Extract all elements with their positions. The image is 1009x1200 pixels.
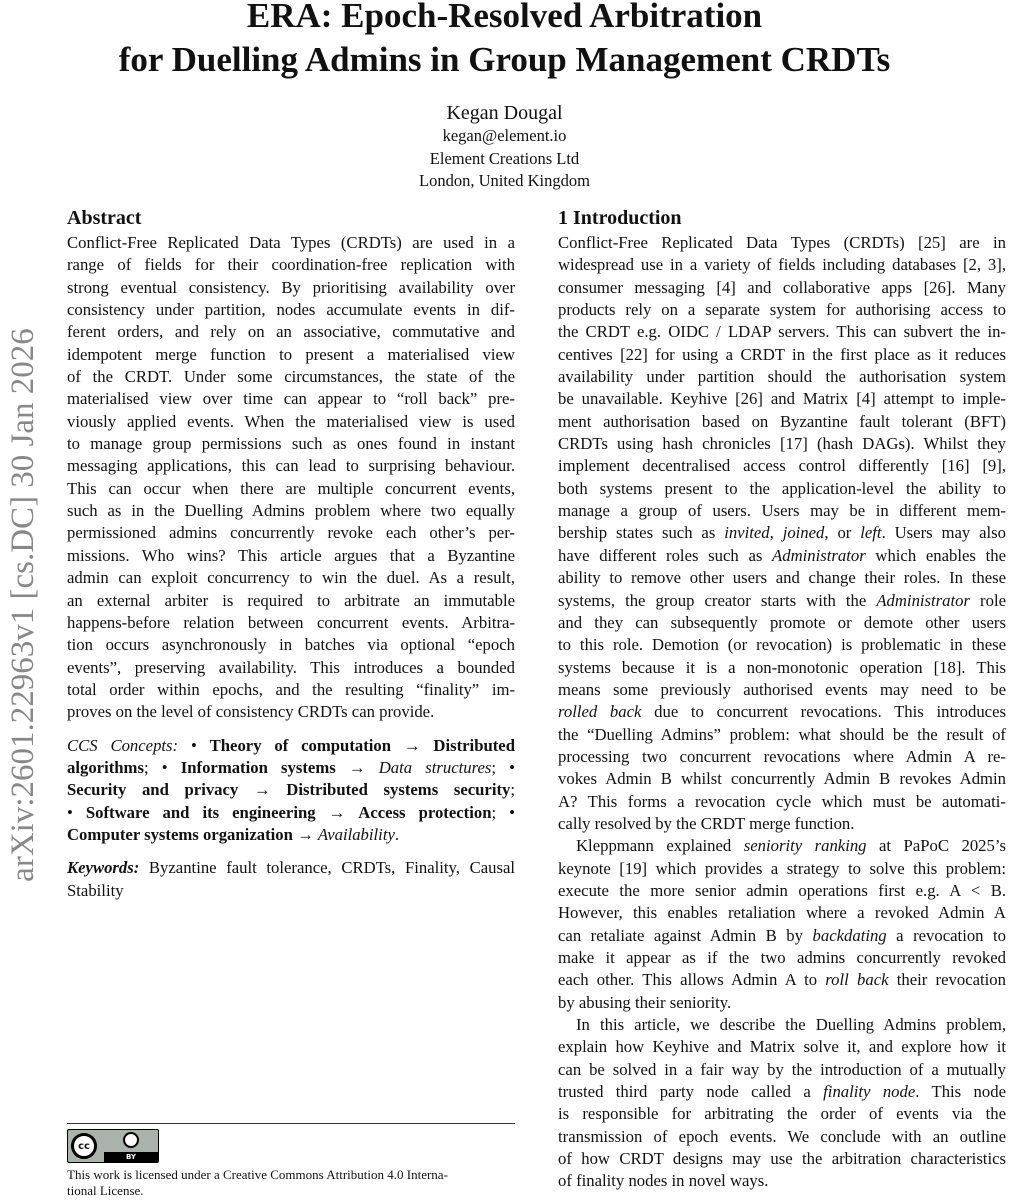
text-run: have different roles such as [558,545,773,565]
text-line [558,344,1006,366]
text-run: explain how Keyhive and Matrix solve it, and explore how it [558,1037,1006,1057]
italic-run: CCS Concepts: [67,735,179,755]
text-run: , or [824,523,861,543]
text-run: CRDTs using hash chronicles [17] (hash DAGs). Whilst they [558,434,1006,454]
text-line [558,254,1006,276]
text-run: proves on the level of consistency CRDTs can provide. [67,702,435,722]
text-run: is responsible for arbitrating the order of events via the [558,1104,1006,1124]
text-line [558,1126,1006,1148]
text-run: systems because it is a non-monotonic operation [18]. This [558,657,1006,677]
author-location: London, United Kingdom [419,171,590,191]
text-line [67,612,515,634]
text-run: an external arbiter is required to arbitrate an immutable [67,590,515,610]
text-run: keynote [19] which provides a strategy to solve this problem: [558,858,1006,878]
text-line [558,1059,1006,1081]
cc-by-license-badge[interactable] [67,1129,159,1163]
block-spacer [67,724,515,735]
text-line [67,590,515,612]
text-run: permissioned admins concurrently revoke each other’s per- [67,523,515,543]
paragraph [67,232,515,724]
text-run: bership states such as [558,523,725,543]
text-line [67,254,515,276]
text-line [558,813,1006,835]
text-line [558,657,1006,679]
text-line [558,768,1006,790]
text-run: ; • [491,757,515,777]
text-line [558,1014,1006,1036]
text-line [558,992,1006,1014]
text-run: of how CRDT designs may use the arbitration characteristics [558,1149,1006,1169]
text-line [67,500,515,522]
bold-run: Information systems [180,757,336,777]
bold-run: algorithms [67,757,144,777]
left-column-body [67,232,515,902]
arxiv-identifier: arXiv:2601.22963v1 [cs.DC] 30 Jan 2026 [5,328,41,882]
text-run: Byzantine fault tolerance, CRDTs, Finality, Causal [139,858,515,878]
text-run: messaging applications, this can lead to surprising behaviour. [67,456,515,476]
bold-run: Theory of computation [209,735,392,755]
text-run: be unavailable. Keyhive [26] and Matrix [4] attempt to imple- [558,389,1006,409]
text-run: consumer messaging [4] and collaborative apps [26]. Many [558,277,1006,297]
bold-run: Distributed [433,735,515,755]
text-run: ment authorisation based on Byzantine fault tolerant (BFT) [558,411,1006,431]
text-line [558,969,1006,991]
text-line [558,701,1006,723]
text-line [558,947,1006,969]
text-run: of the CRDT. Under some circumstances, the state of the [67,367,515,387]
text-run: at PaPoC 2025’s [866,836,1006,856]
attribution-icon [104,1130,158,1162]
text-line [67,277,515,299]
text-line [67,857,515,879]
text-line [558,522,1006,544]
text-run: , [769,523,783,543]
text-run: A? This forms a revocation cycle which must be automati- [558,791,1006,811]
text-line [558,724,1006,746]
italic-run: joined [782,523,825,543]
text-run: and they can subsequently promote or demote other users [558,612,1006,632]
text-line [558,1036,1006,1058]
text-run: . [394,824,400,844]
text-run: widespread use in a variety of fields including databases [2, 3], [558,255,1006,275]
text-run: → [315,802,359,822]
text-run: consistency under partition, nodes accumulate events in dif- [67,300,515,320]
abstract-heading: Abstract [67,207,142,229]
text-run: total order within epochs, and the resulting “finality” im- [67,679,515,699]
text-line [67,344,515,366]
label-run: Keywords: [67,858,140,878]
text-run: make it appear as if the two admins concurrently revoked [558,948,1006,967]
text-run: ferent orders, and rely on an associative, commutative and [67,322,515,342]
text-line [67,411,515,433]
left-column [67,205,515,902]
text-line [558,925,1006,947]
text-run: centives [22] for using a CRDT in the first place as it reduces [558,344,1006,364]
text-run: role [970,590,1007,610]
text-run: → [238,780,287,800]
text-line [558,1170,1006,1192]
bold-run: Computer systems organization [67,824,293,844]
text-line [558,746,1006,768]
italic-run: Administrator [772,545,866,565]
text-line [558,545,1006,567]
text-run: systems, the group creator starts with the [558,590,877,610]
text-line [558,433,1006,455]
italic-run: Data structures [378,757,492,777]
text-line [558,858,1006,880]
text-line [67,880,515,902]
license-text-line: tional License. [67,1183,144,1198]
text-line [558,299,1006,321]
text-run: range of fields for their coordination-free replication with [67,255,515,275]
text-run: However, this enables retaliation where a revoked Admin A [558,903,1006,923]
text-run: due to concurrent revocations. This introduces [641,702,1006,722]
text-run: a revocation to [886,925,1007,945]
italic-run: invited [724,523,770,543]
text-run: means some previously authorised events may need to be [558,679,1006,699]
text-line [67,366,515,388]
text-line [558,835,1006,857]
text-line [67,455,515,477]
paper-title [0,0,1009,82]
text-run: → [391,735,434,755]
bold-run: Distributed systems security [286,780,511,800]
by-label: BY [104,1152,158,1162]
license-text-line: This work is licensed under a Creative Commons Attribution 4.0 Interna- [67,1167,448,1182]
text-line [67,299,515,321]
bold-run: Software and its engineering [85,802,316,822]
text-line [558,478,1006,500]
text-line [558,634,1006,656]
italic-run: Availability [317,824,395,844]
right-column [558,205,1006,1193]
text-run: materialised view over time can appear to “roll back” pre- [67,389,515,409]
text-line [67,522,515,544]
italic-run: left [860,523,882,543]
title-line: ERA: Epoch-Resolved Arbitration [246,0,763,35]
text-run: trusted third party node called a [558,1082,824,1102]
text-line [558,590,1006,612]
text-run: can retaliate against Admin B by [558,925,813,945]
text-run: Conflict-Free Replicated Data Types (CRDTs) are used in a [67,233,515,252]
text-run: ability to remove other users and change their roles. In these [558,568,1006,588]
text-run: transmission of epoch events. We conclude with an outline [558,1126,1006,1146]
text-run: to this role. Demotion (or revocation) is problematic in these [558,635,1006,655]
text-line [67,657,515,679]
italic-run: backdating [812,925,887,945]
text-run: Kleppmann explained [576,836,744,856]
text-line [67,321,515,343]
text-run: missions. Who wins? This article argues that a Byzantine [67,545,515,565]
text-run: events”, preserving availability. This introduces a bounded [67,657,515,677]
text-line [558,388,1006,410]
text-line [558,277,1006,299]
italic-run: seniority ranking [743,836,867,856]
cc-icon: cc [71,1133,97,1159]
text-run: manage a group of users. Users may be in different mem- [558,501,1006,521]
right-column-body [558,232,1006,1193]
text-run: availability under partition should the authorisation system [558,367,1006,387]
text-run: products rely on a separate system for authorising access to [558,300,1006,320]
text-run: In this article, we describe the Duelling Admins problem, [576,1015,1006,1035]
footnote-rule [67,1123,515,1124]
text-line [67,634,515,656]
text-run: such as in the Duelling Admins problem where two equally [67,501,515,521]
text-line [67,757,515,779]
author-name: Kegan Dougal [446,102,563,124]
text-run: Conflict-Free Replicated Data Types (CRDTs) [25] are in [558,233,1006,252]
text-run: Stability [67,880,124,900]
text-line [558,880,1006,902]
author-email[interactable]: kegan@element.io [442,126,567,145]
text-run: the “Duelling Admins” problem: what should be the result of [558,724,1006,744]
text-line [67,735,515,757]
text-run: ; • [491,802,515,822]
text-line [67,679,515,701]
text-run: admin can exploit concurrency to win the duel. As a result, [67,568,515,588]
author-block [0,101,1009,193]
text-line [558,679,1006,701]
text-line [67,545,515,567]
text-run: ; • [143,757,181,777]
title-line: for Duelling Admins in Group Management CRDTs [118,40,891,79]
text-line [558,455,1006,477]
text-run: can be solved in a fair way by the introduction of a mutually [558,1059,1006,1079]
text-run: • [67,802,86,822]
text-line [558,232,1006,254]
text-run: This can occur when there are multiple concurrent events, [67,478,515,498]
block-spacer [67,846,515,857]
italic-run: rolled back [558,702,642,722]
text-run: → [335,757,379,777]
text-run: • [178,735,210,755]
author-org: Element Creations Ltd [429,148,580,168]
text-run: vokes Admin B whilst concurrently Admin B revokes Admin [558,769,1006,789]
text-line [558,902,1006,924]
text-line [67,802,515,824]
paragraph [67,857,515,902]
bold-run: Access protection [358,802,492,822]
text-line [558,791,1006,813]
text-run: . Users may also [881,523,1006,543]
italic-run: finality node [823,1082,916,1102]
bold-run: Security and privacy [67,780,239,800]
introduction-heading: 1 Introduction [558,207,682,229]
text-line [67,567,515,589]
text-line [67,478,515,500]
text-run: tion occurs asynchronously in batches via optional “epoch [67,635,515,655]
paragraph [67,735,515,847]
text-run: both systems present to the application-level the ability to [558,478,1006,498]
paragraph [558,232,1006,835]
text-run: execute the more senior admin operations first e.g. A < B. [558,880,1006,900]
italic-run: roll back [825,970,889,990]
text-run: happens-before relation between concurrent events. Arbitra- [67,612,515,632]
paragraph [558,835,1006,1014]
text-line [558,1081,1006,1103]
text-run: of finality nodes in novel ways. [558,1171,769,1191]
text-line [558,321,1006,343]
text-run: strong eventual consistency. By prioritising availability over [67,277,515,297]
text-run: their revocation [888,970,1006,990]
person-icon [123,1132,139,1148]
text-line [558,500,1006,522]
license-footer [67,1123,515,1199]
text-line [67,433,515,455]
text-line [558,1148,1006,1170]
text-line [558,612,1006,634]
text-run: by abusing their seniority. [558,992,732,1012]
text-run: ; [510,780,516,800]
text-run: each other. This allows Admin A to [558,970,826,990]
paragraph [558,1014,1006,1193]
text-line [558,567,1006,589]
text-line [67,388,515,410]
text-line [558,366,1006,388]
text-line [558,1103,1006,1125]
text-line [67,824,515,846]
text-line [558,411,1006,433]
text-run: implement decentralised access control differently [16] [9], [558,456,1006,476]
text-line [67,779,515,801]
text-run: processing two concurrent revocations where Admin A re- [558,746,1006,766]
text-run: the CRDT e.g. OIDC / LDAP servers. This can subvert the in- [558,322,1006,342]
text-run: . This node [915,1082,1006,1102]
text-run: viously applied events. When the materialised view is used [67,411,515,431]
text-run: → [292,824,318,844]
italic-run: Administrator [876,590,970,610]
text-run: which enables the [865,545,1006,565]
text-line [67,701,515,723]
text-run: idempotent merge function to present a materialised view [67,344,515,364]
text-run: to manage group permissions such as ones found in instant [67,434,515,454]
text-run: cally resolved by the CRDT merge function. [558,813,855,833]
text-line [67,232,515,254]
